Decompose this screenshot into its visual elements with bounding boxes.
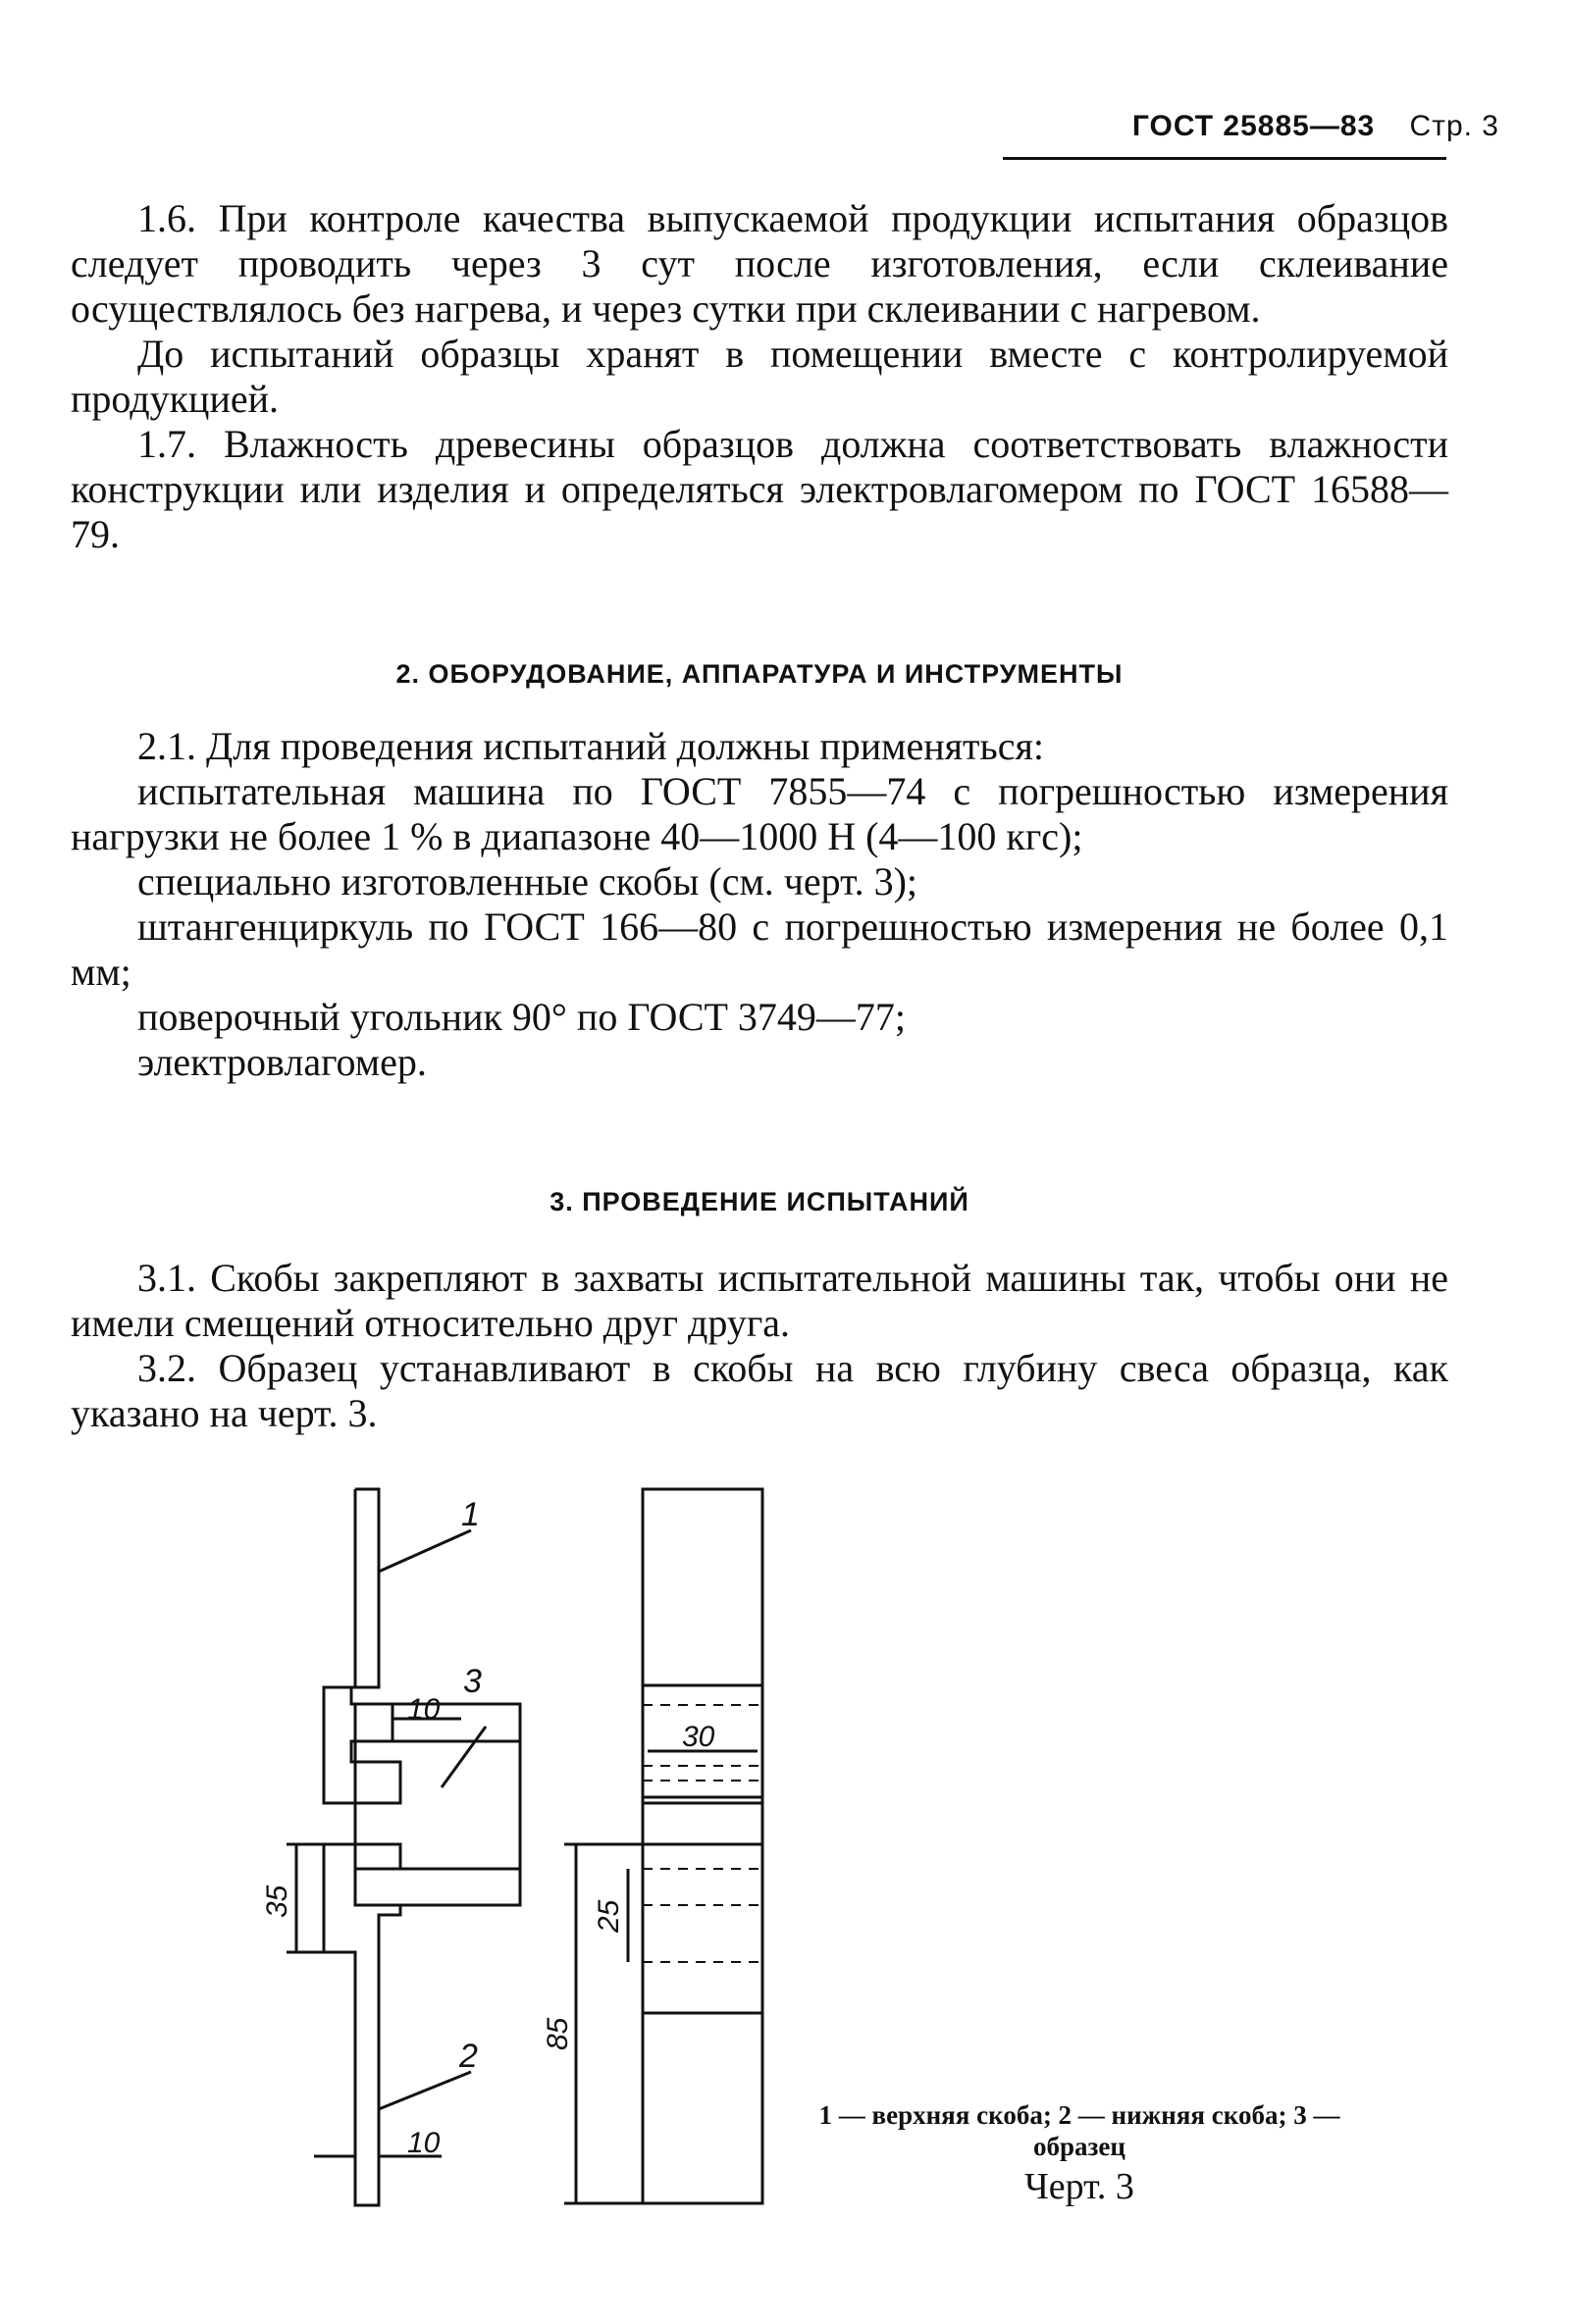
dim-text-30: 30 xyxy=(682,1721,715,1753)
front-view-outline xyxy=(643,1489,762,2203)
figure-legend xyxy=(785,2099,1374,2211)
figure-caption: Черт. 3 xyxy=(1024,2166,1134,2207)
paragraph-3-1: 3.1. Скобы закрепляют в захваты испытательной машины так, чтобы они не имели смещений относительно друг друга. xyxy=(71,1256,1448,1345)
front-view xyxy=(564,1489,762,2203)
lower-bracket-outline xyxy=(324,1844,400,2205)
dim-text-10-bottom: 10 xyxy=(407,2127,441,2159)
equipment-item-brackets: специально изготовленные скобы (см. черт. 3); xyxy=(137,859,918,904)
leader-1 xyxy=(379,1530,471,1572)
label-3: 3 xyxy=(463,1663,482,1700)
equipment-item-caliper: штангенциркуль по ГОСТ 166—80 с погрешностью измерения не более 0,1 мм; xyxy=(71,904,1448,994)
equipment-item-moisture-meter: электровлагомер. xyxy=(137,1040,427,1084)
leader-2 xyxy=(379,2072,471,2109)
standard-number: ГОСТ 25885—83 xyxy=(1131,110,1376,142)
paragraph-3-2: 3.2. Образец устанавливают в скобы на всю глубину свеса образца, как указано на черт. 3. xyxy=(71,1346,1448,1435)
dim-text-10-top: 10 xyxy=(407,1693,441,1726)
leader-3 xyxy=(442,1727,486,1787)
side-view xyxy=(287,1489,520,2205)
dim-text-85: 85 xyxy=(542,2017,574,2050)
paragraph-1-6-storage: До испытаний образцы хранят в помещении вместе с контролируемой продукцией. xyxy=(71,332,1448,421)
dim-text-35: 35 xyxy=(261,1885,293,1918)
label-2: 2 xyxy=(459,2038,478,2075)
section-2-heading: 2. ОБОРУДОВАНИЕ, АППАРАТУРА И ИНСТРУМЕНТЫ xyxy=(395,659,1124,689)
equipment-item-square: поверочный угольник 90° по ГОСТ 3749—77; xyxy=(137,995,907,1039)
page-number: Стр. 3 xyxy=(1409,110,1499,142)
legend-text: 1 — верхняя скоба; 2 — нижняя скоба; 3 — образец xyxy=(818,2100,1340,2161)
paragraph-1-7: 1.7. Влажность древесины образцов должна соответствовать влажности конструкции или изделия и определяться электровлагомером по ГОСТ 16588—79. xyxy=(71,422,1448,556)
equipment-item-machine: испытательная машина по ГОСТ 7855—74 с погрешностью измерения нагрузки не более 1 % в диапазоне 40—1000 Н (4—100 кгс); xyxy=(71,769,1448,858)
upper-bracket-outline xyxy=(324,1489,400,1803)
paragraph-1-6: 1.6. При контроле качества выпускаемой продукции испытания образцов следует проводить через 3 сут после изготовления, если склеивание осуществлялось без нагрева, и через сутки при склеивании с нагревом. xyxy=(71,196,1448,331)
label-1: 1 xyxy=(461,1496,480,1533)
dim-text-25: 25 xyxy=(593,1899,625,1933)
paragraph-2-1: 2.1. Для проведения испытаний должны применяться: xyxy=(137,724,1045,768)
section-3-heading: 3. ПРОВЕДЕНИЕ ИСПЫТАНИЙ xyxy=(550,1187,969,1216)
